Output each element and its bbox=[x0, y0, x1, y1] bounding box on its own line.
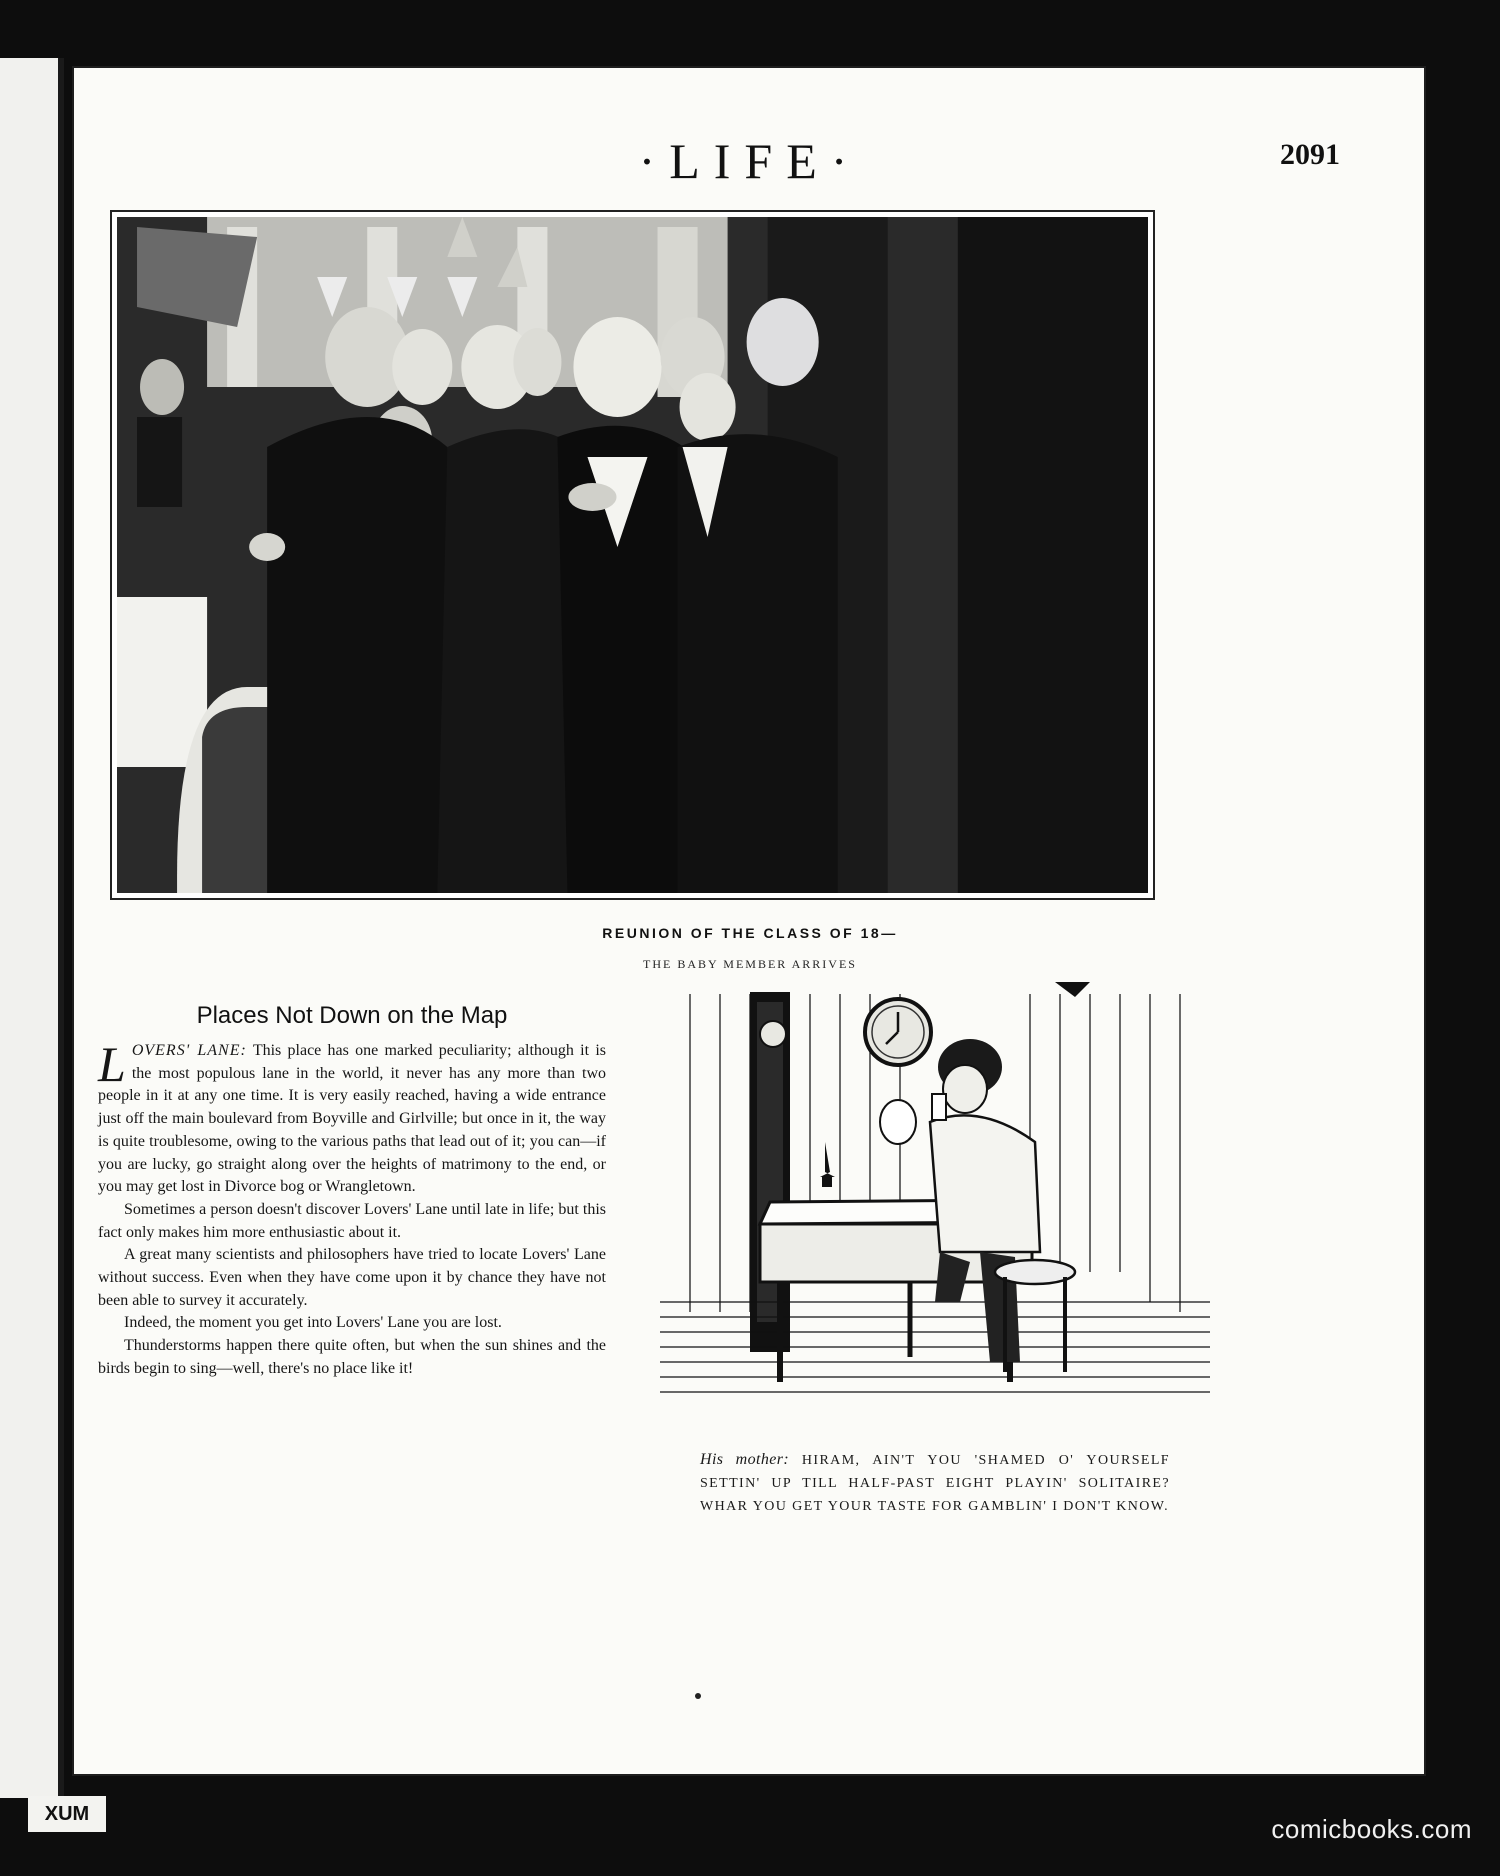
article-paragraph: Indeed, the moment you get into Lovers' Lane you are lost. bbox=[124, 1314, 502, 1332]
article-heading: Places Not Down on the Map bbox=[196, 1002, 508, 1029]
page-ornament-dot bbox=[695, 1693, 701, 1699]
library-tag: XUM bbox=[28, 1796, 106, 1832]
masthead-title: ·LIFE· bbox=[638, 133, 862, 189]
paragraph-text: This place has one marked peculiarity; although it is the most populous lane in the world, it never has any more than two people in it at any one time. It is very easily reached, having a wide entrance just off the main boulevard from Boyville and Girlville; but once in it, the way is quite troublesome, owing to the various paths that lead out of it; you can—if you are lucky, go straight along over the heights of matrimony to the end, or you may get lost in Divorce bog or Wrangletown. bbox=[98, 1042, 606, 1196]
cartoon-speaker: His mother: bbox=[700, 1451, 790, 1468]
reunion-illustration bbox=[110, 210, 1155, 900]
lead-term: OVERS' LANE: bbox=[131, 1042, 247, 1059]
illustration-caption-subtitle: THE BABY MEMBER ARRIVES bbox=[643, 957, 857, 971]
illustration-caption-title: REUNION OF THE CLASS OF 18— bbox=[602, 925, 898, 941]
solitaire-cartoon-art bbox=[660, 972, 1210, 1417]
article-places-not-down-on-the-map bbox=[98, 1002, 606, 1381]
site-watermark: comicbooks.com bbox=[1271, 1814, 1472, 1844]
page-number: 2091 bbox=[1280, 138, 1340, 171]
article-paragraph bbox=[98, 1036, 606, 1199]
article-paragraph: Thunderstorms happen there quite often, but when the sun shines and the birds begin to sing—well, there's no place like it! bbox=[98, 1337, 606, 1377]
article-paragraph: Sometimes a person doesn't discover Lovers' Lane until late in life; but this fact only makes him more enthusiastic about it. bbox=[98, 1200, 606, 1241]
solitaire-cartoon bbox=[660, 972, 1210, 1417]
cartoon-caption bbox=[700, 1448, 1170, 1518]
reunion-illustration-art bbox=[117, 217, 1148, 893]
cartoon-dialogue: HIRAM, AIN'T YOU 'SHAMED O' YOURSELF SETTIN' UP TILL HALF-PAST EIGHT PLAYIN' SOLITAIRE? WHAR YOU GET YOUR TASTE FOR GAMBLIN' I DON'T KNOW. bbox=[700, 1453, 1170, 1514]
drop-cap: L bbox=[98, 1036, 126, 1092]
article-paragraph: A great many scientists and philosophers have tried to locate Lovers' Lane without success. Even when they have come upon it by chance they have not been able to survey it accurately. bbox=[98, 1246, 606, 1309]
